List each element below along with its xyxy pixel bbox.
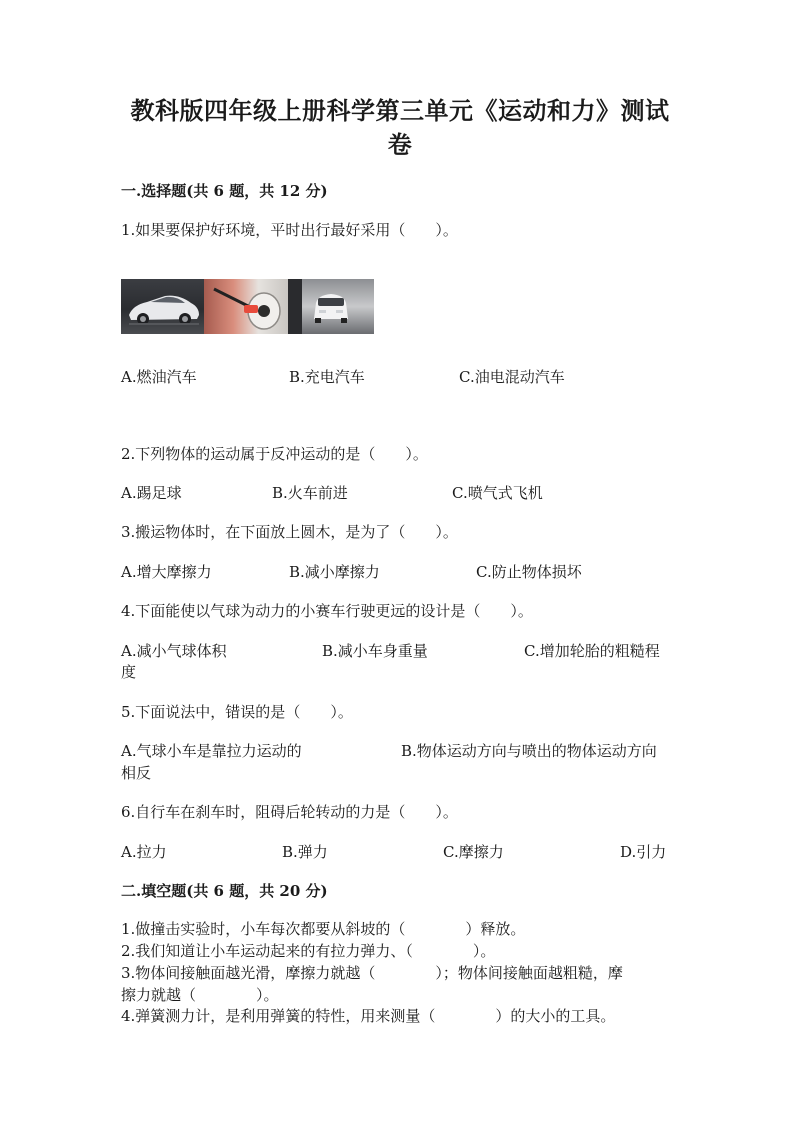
- question-4-option-c[interactable]: C.增加轮胎的粗糙程: [524, 642, 660, 660]
- fill-question-4: 4.弹簧测力计，是利用弹簧的特性，用来测量（ ）的大小的工具。: [121, 1007, 616, 1025]
- question-6-option-a[interactable]: A.拉力: [121, 843, 167, 861]
- question-3-option-a[interactable]: A.增大摩擦力: [121, 563, 212, 581]
- question-1-option-b[interactable]: B.充电汽车: [289, 368, 365, 386]
- fill-question-1: 1.做撞击实验时，小车每次都要从斜坡的（ ）释放。: [121, 920, 526, 938]
- question-5-option-a[interactable]: A.气球小车是靠拉力运动的: [121, 742, 302, 760]
- question-5-stem: 5.下面说法中，错误的是（ ）。: [121, 703, 353, 721]
- question-5-option-b-continued: 相反: [121, 764, 152, 782]
- section-heading-fill: 二.填空题(共 6 题，共 20 分): [121, 882, 328, 900]
- fill-question-3-continued: 擦力就越（ ）。: [121, 986, 279, 1004]
- question-6-option-b[interactable]: B.弹力: [282, 843, 328, 861]
- section-heading-choice: 一.选择题(共 6 题，共 12 分): [121, 182, 328, 200]
- question-3-option-b[interactable]: B.减小摩擦力: [289, 563, 380, 581]
- question-4-option-b[interactable]: B.减小车身重量: [322, 642, 428, 660]
- question-2-stem: 2.下列物体的运动属于反冲运动的是（ ）。: [121, 445, 428, 463]
- question-5-option-b[interactable]: B.物体运动方向与喷出的物体运动方向: [401, 742, 657, 760]
- question-4-stem: 4.下面能使以气球为动力的小赛车行驶更远的设计是（ ）。: [121, 602, 533, 620]
- question-1-option-c[interactable]: C.油电混动汽车: [459, 368, 565, 386]
- question-1-photos: [121, 279, 374, 334]
- question-2-option-c[interactable]: C.喷气式飞机: [452, 484, 543, 502]
- question-1-option-a[interactable]: A.燃油汽车: [121, 368, 197, 386]
- question-4-option-c-continued: 度: [121, 663, 137, 681]
- question-3-option-c[interactable]: C.防止物体损坏: [476, 563, 582, 581]
- question-2-option-b[interactable]: B.火车前进: [272, 484, 348, 502]
- exam-title: [100, 94, 700, 162]
- title-line-2: 卷: [387, 130, 413, 159]
- gasoline-car-photo: [121, 279, 204, 334]
- question-1-stem: 1.如果要保护好环境，平时出行最好采用（ ）。: [121, 221, 458, 239]
- fill-question-2: 2.我们知道让小车运动起来的有拉力弹力、（ ）。: [121, 942, 496, 960]
- question-4-option-a[interactable]: A.减小气球体积: [121, 642, 227, 660]
- title-line-1: 教科版四年级上册科学第三单元《运动和力》测试: [130, 96, 670, 125]
- hybrid-car-photo: [288, 279, 374, 334]
- question-3-stem: 3.搬运物体时，在下面放上圆木，是为了（ ）。: [121, 523, 458, 541]
- question-6-stem: 6.自行车在刹车时，阻碍后轮转动的力是（ ）。: [121, 803, 458, 821]
- charging-car-photo: [204, 279, 288, 334]
- fill-question-3: 3.物体间接触面越光滑，摩擦力就越（ ）；物体间接触面越粗糙，摩: [121, 964, 623, 982]
- question-6-option-c[interactable]: C.摩擦力: [443, 843, 504, 861]
- question-2-option-a[interactable]: A.踢足球: [121, 484, 182, 502]
- question-6-option-d[interactable]: D.引力: [620, 843, 667, 861]
